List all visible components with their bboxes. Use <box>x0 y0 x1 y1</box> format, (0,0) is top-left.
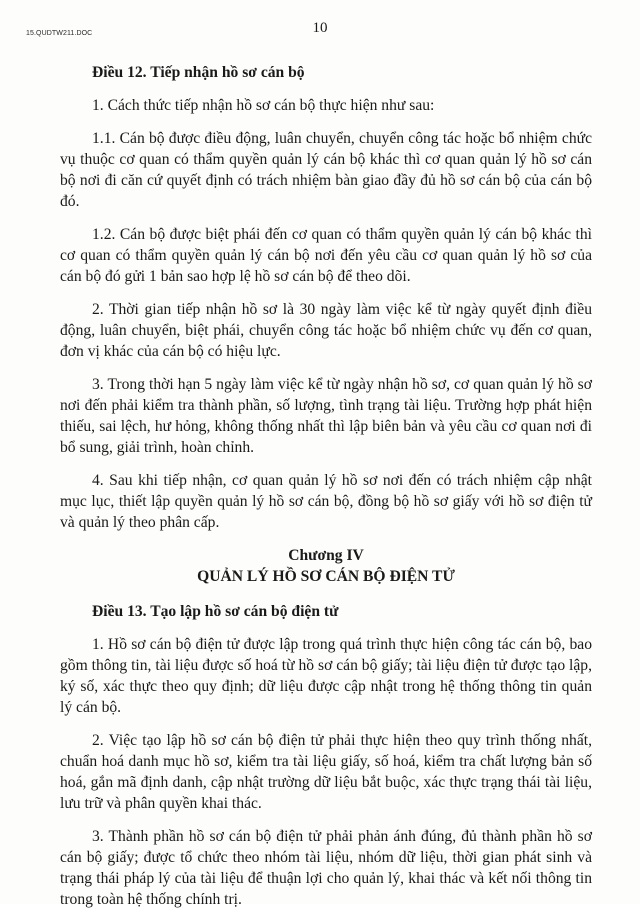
page-number: 10 <box>312 20 328 36</box>
article-13-paragraph: 1. Hồ sơ cán bộ điện tử được lập trong quá trình thực hiện công tác cán bộ, bao gồm thông tin, tài liệu được số hoá từ hồ sơ cán bộ giấy; tài liệu điện tử được tạo lập, ký số, xác thực theo quy định; dữ liệu được cập nhật trong hệ thống thông tin quản lý cán bộ. <box>60 636 592 716</box>
article-13-paragraph: 2. Việc tạo lập hồ sơ cán bộ điện tử phải thực hiện theo quy trình thống nhất, chuẩn hoá danh mục hồ sơ, kiểm tra tài liệu giấy, số hoá, kiểm tra chất lượng bản số hoá, gắn mã định danh, cập nhật trường dữ liệu bắt buộc, xác thực trạng thái tài liệu, lưu trữ và phân quyền khai thác. <box>60 732 592 812</box>
article-12-paragraph: 3. Trong thời hạn 5 ngày làm việc kể từ ngày nhận hồ sơ, cơ quan quản lý hồ sơ nơi đến phải kiểm tra thành phần, số lượng, tình trạng tài liệu. Trường hợp phát hiện thiếu, sai lệch, hư hỏng, không thống nhất thì lập biên bản và yêu cầu cơ quan nơi đi bổ sung, giải trình, hoàn chỉnh. <box>60 376 592 456</box>
document-body <box>60 62 592 922</box>
article-13-paragraph: 3. Thành phần hồ sơ cán bộ điện tử phải phản ánh đúng, đủ thành phần hồ sơ cán bộ giấy; được tổ chức theo nhóm tài liệu, nhóm dữ liệu, thời gian phát sinh và trạng thái pháp lý của tài liệu để thuận lợi cho quản lý, khai thác và kết nối thông tin trong toàn hệ thống chính trị. <box>60 828 592 908</box>
article-12-paragraph: 1.2. Cán bộ được biệt phái đến cơ quan có thẩm quyền quản lý cán bộ khác thì cơ quan có thẩm quyền quản lý cán bộ nơi đến yêu cầu cơ quan quản lý hồ sơ của cán bộ đó gửi 1 bản sao hợp lệ hồ sơ cán bộ để theo dõi. <box>60 226 592 285</box>
document-code: 15.QUDTW211.DOC <box>26 30 93 37</box>
article-12-title: Điều 12. Tiếp nhận hồ sơ cán bộ <box>92 64 305 81</box>
chapter-label: Chương IV <box>288 547 364 564</box>
article-12-paragraph: 4. Sau khi tiếp nhận, cơ quan quản lý hồ sơ nơi đến có trách nhiệm cập nhật mục lục, thiết lập quyền quản lý hồ sơ cán bộ, đồng bộ hồ sơ giấy với hồ sơ điện tử và quản lý theo phân cấp. <box>60 472 592 531</box>
article-13-title: Điều 13. Tạo lập hồ sơ cán bộ điện tử <box>92 603 339 620</box>
chapter-title: QUẢN LÝ HỒ SƠ CÁN BỘ ĐIỆN TỬ <box>197 568 455 585</box>
article-12-paragraph: 1. Cách thức tiếp nhận hồ sơ cán bộ thực hiện như sau: <box>92 97 435 114</box>
article-12-paragraph: 1.1. Cán bộ được điều động, luân chuyển, chuyển công tác hoặc bổ nhiệm chức vụ thuộc cơ quan có thẩm quyền quản lý cán bộ khác thì cơ quan quản lý hồ sơ cán bộ nơi đi căn cứ quyết định có trách nhiệm bàn giao đầy đủ hồ sơ cán bộ của cán bộ đó. <box>60 130 592 210</box>
article-12-paragraph: 2. Thời gian tiếp nhận hồ sơ là 30 ngày làm việc kể từ ngày quyết định điều động, luân chuyển, biệt phái, chuyển công tác hoặc bổ nhiệm chức vụ đến cơ quan, đơn vị khác của cán bộ có hiệu lực. <box>60 301 592 360</box>
